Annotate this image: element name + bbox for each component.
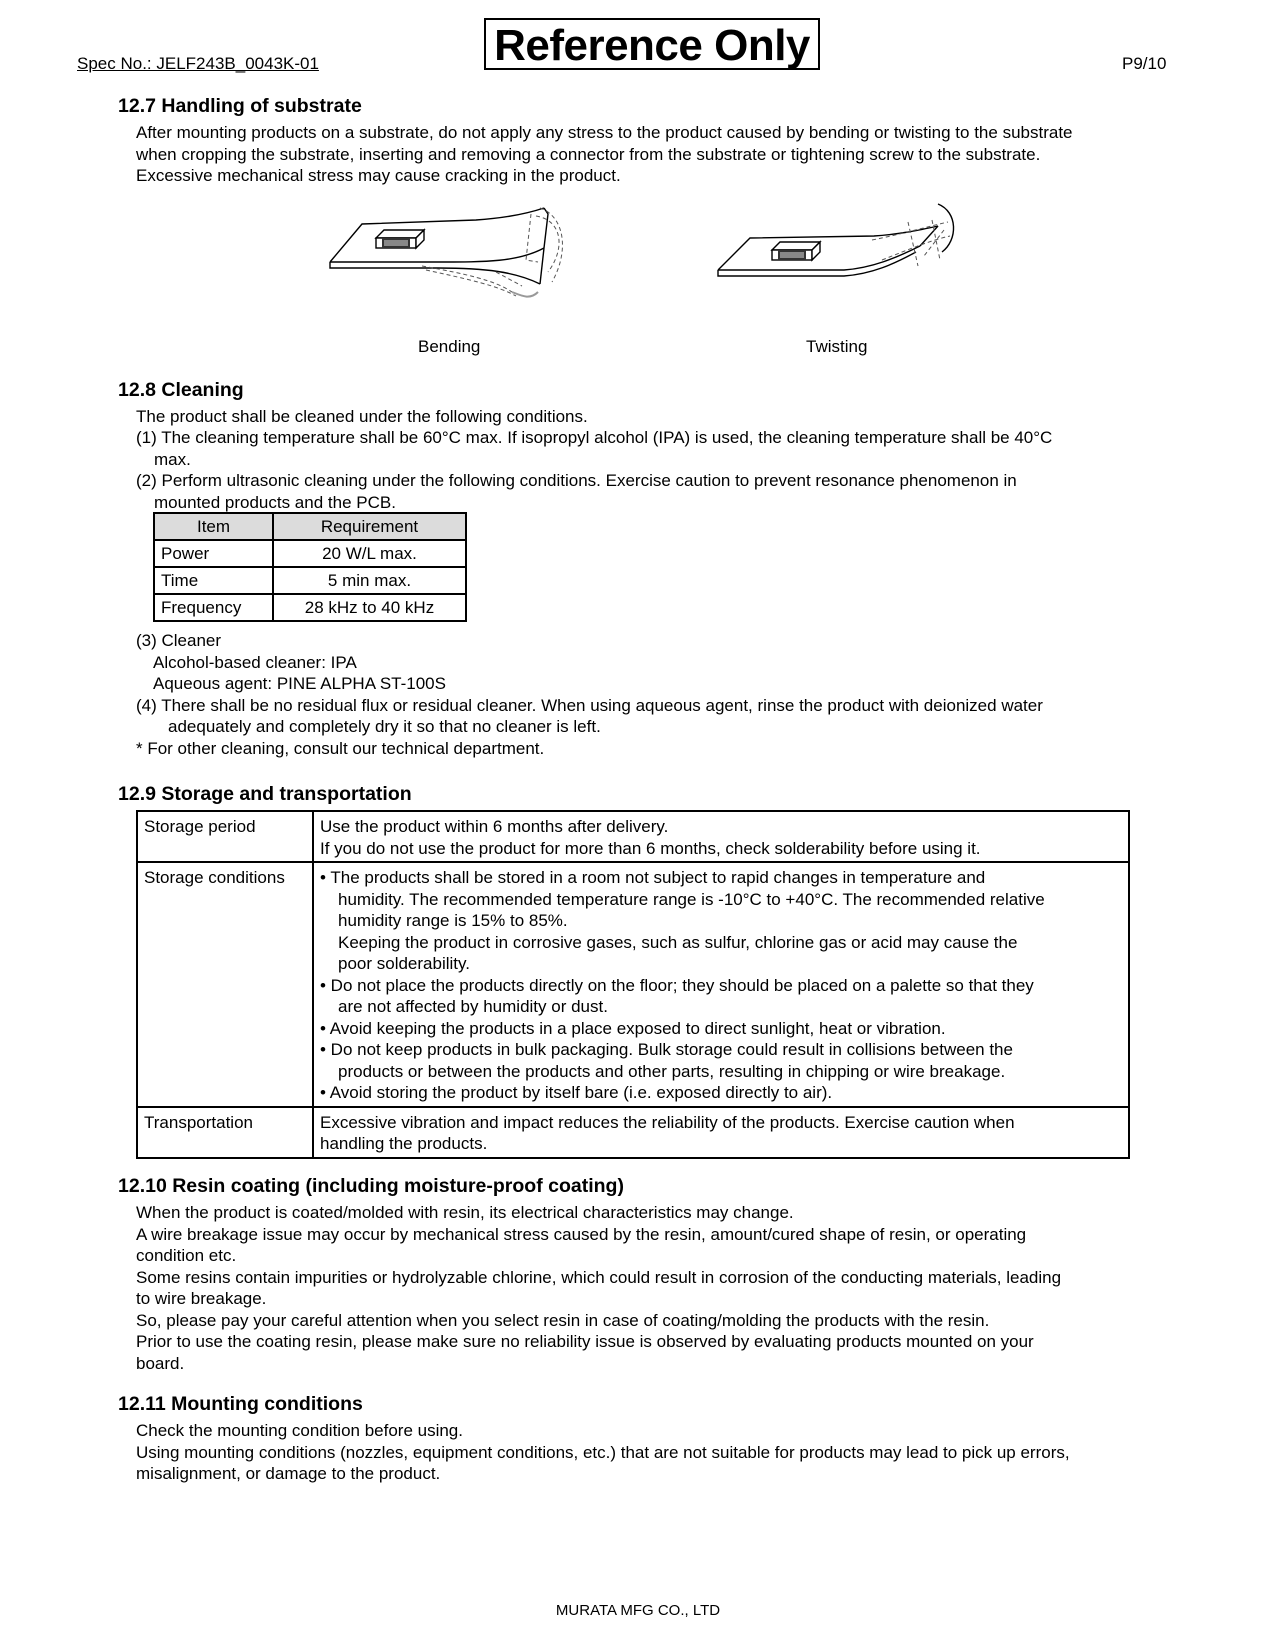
text-line: max. [154,449,191,469]
text-line: • Avoid keeping the products in a place exposed to direct sunlight, heat or vibration. [320,1018,946,1038]
text-line: Aqueous agent: PINE ALPHA ST-100S [153,674,446,693]
table-cell [313,1107,1129,1158]
text-line: • Avoid storing the product by itself bare (i.e. exposed directly to air). [320,1083,833,1102]
text-line: handling the products. [320,1134,488,1153]
text-line: mounted products and the PCB. [154,492,396,512]
cleaning-item-1 [136,427,1052,513]
table-cell: Power [154,540,273,567]
table-cell: Time [154,567,273,594]
bending-caption: Bending [418,337,481,356]
text-line: Keeping the product in corrosive gases, such as sulfur, chlorine gas or acid may cause the [338,932,1018,952]
text-line: If you do not use the product for more than 6 months, check solderability before using it. [320,838,981,858]
text-line: humidity range is 15% to 85%. [338,911,568,930]
text-line: are not affected by humidity or dust. [338,997,608,1016]
table-header-row [154,513,466,540]
spec-number: Spec No.: JELF243B_0043K-01 [77,54,319,73]
footer-company: MURATA MFG CO., LTD [555,1602,721,1619]
text-line: Use the product within 6 months after delivery. [320,817,669,836]
text-line: board. [136,1353,185,1373]
table-cell: Storage conditions [137,862,313,1107]
table-cell: 28 kHz to 40 kHz [273,594,466,621]
twisting-caption: Twisting [806,337,868,356]
page-number: P9/10 [1122,54,1167,73]
table-row [154,567,466,594]
section-12-11-body [136,1420,1070,1485]
text-line: • The products shall be stored in a room not subject to rapid changes in temperature and [320,868,986,887]
text-line: Prior to use the coating resin, please make sure no reliability issue is observed by evaluating products mounted on your [136,1332,1034,1351]
table-row [137,862,1129,1107]
text-line: misalignment, or damage to the product. [136,1464,441,1483]
text-line: (4) There shall be no residual flux or residual cleaner. When using aqueous agent, rinse the product with deionized water [136,695,1043,715]
column-header: Item [154,513,273,540]
text-line: Using mounting conditions (nozzles, equipment conditions, etc.) that are not suitable for products may lead to pick up errors, [136,1442,1070,1462]
text-line: adequately and completely dry it so that no cleaner is left. [168,717,601,736]
section-12-9-title: 12.9 Storage and transportation [118,783,412,805]
section-12-7-title: 12.7 Handling of substrate [118,95,362,117]
reference-only-stamp: Reference Only [484,18,820,70]
text-line: Check the mounting condition before using. [136,1421,463,1440]
cleaning-item-3 [136,630,1043,759]
text-line: When the product is coated/molded with resin, its electrical characteristics may change. [136,1203,794,1222]
section-12-8-body [136,406,588,428]
storage-table [136,810,1130,1159]
text-line: • Do not keep products in bulk packaging. Bulk storage could result in collisions between the [320,1040,1013,1059]
table-cell: 5 min max. [273,567,466,594]
table-cell: Frequency [154,594,273,621]
text-line: (1) The cleaning temperature shall be 60°C max. If isopropyl alcohol (IPA) is used, the cleaning temperature shall be 40°C [136,428,1053,447]
text-line: (2) Perform ultrasonic cleaning under the following conditions. Exercise caution to prevent resonance phenomenon in [136,471,1017,490]
text-line: After mounting products on a substrate, do not apply any stress to the product caused by bending or twisting to the substrate [136,123,1073,142]
text-line: The product shall be cleaned under the following conditions. [136,407,588,426]
section-12-11-title: 12.11 Mounting conditions [118,1393,363,1415]
text-line: to wire breakage. [136,1289,267,1308]
text-line: Excessive mechanical stress may cause cracking in the product. [136,166,621,185]
text-line: Excessive vibration and impact reduces the reliability of the products. Exercise caution when [320,1112,1015,1132]
text-line: products or between the products and other parts, resulting in chipping or wire breakage. [338,1061,1006,1081]
chip-component-icon [376,230,424,248]
ultrasonic-conditions-table [153,512,467,622]
text-line: Some resins contain impurities or hydrolyzable chlorine, which could result in corrosion of the conducting materials, leading [136,1267,1062,1287]
bending-illustration [326,200,586,308]
section-12-8-title: 12.8 Cleaning [118,379,244,401]
table-cell: Storage period [137,811,313,862]
chip-component-icon [772,242,820,260]
text-line: Alcohol-based cleaner: IPA [153,652,357,672]
table-cell [313,811,1129,862]
table-row [137,1107,1129,1158]
text-line: A wire breakage issue may occur by mechanical stress caused by the resin, amount/cured shape of resin, or operating [136,1224,1027,1244]
table-row [137,811,1129,862]
table-cell: 20 W/L max. [273,540,466,567]
table-cell [313,862,1129,1107]
text-line: • Do not place the products directly on the floor; they should be placed on a palette so that they [320,975,1034,995]
text-line: (3) Cleaner [136,631,222,650]
text-line: humidity. The recommended temperature range is -10°C to +40°C. The recommended relative [338,889,1045,909]
text-line: * For other cleaning, consult our technical department. [136,738,545,758]
text-line: when cropping the substrate, inserting and removing a connector from the substrate or tightening screw to the substrate. [136,144,1041,164]
text-line: So, please pay your careful attention when you select resin in case of coating/molding the products with the resin. [136,1310,990,1330]
section-12-7-body [136,122,1073,187]
section-12-10-body [136,1202,1061,1374]
table-row [154,594,466,621]
text-line: condition etc. [136,1246,237,1265]
table-row [154,540,466,567]
table-cell: Transportation [137,1107,313,1158]
section-12-10-title: 12.10 Resin coating (including moisture-proof coating) [118,1175,624,1197]
twisting-illustration [712,200,980,300]
text-line: poor solderability. [338,954,470,973]
column-header: Requirement [273,513,466,540]
